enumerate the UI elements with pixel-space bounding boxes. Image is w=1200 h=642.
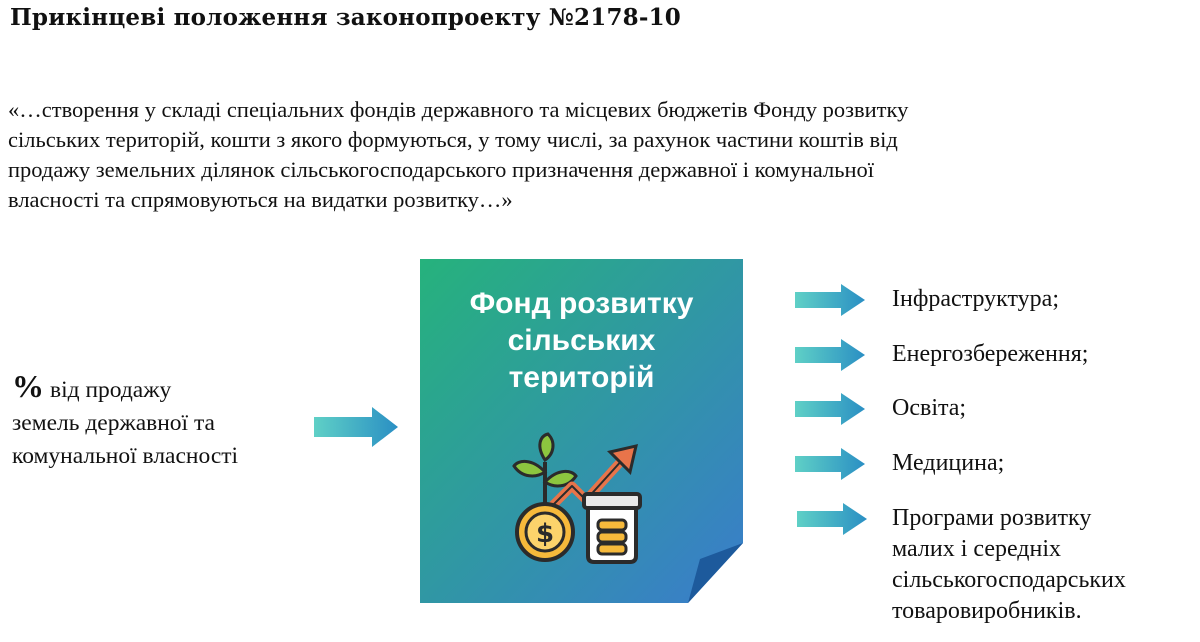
funding-source	[12, 370, 238, 473]
svg-text:$: $	[535, 519, 555, 549]
percent-symbol: %	[12, 368, 44, 404]
fund-title-line: сільських	[507, 324, 656, 357]
quote-line: власності та спрямовуються на видатки розвитку…»	[8, 187, 513, 212]
use-item-energy-saving: Енергозбереження;	[892, 341, 1089, 367]
use-item-programs-line: малих і середніх	[892, 536, 1062, 562]
use-arrow-icon	[795, 338, 867, 372]
quote-line: сільських територій, кошти з якого формуються, у тому числі, за рахунок частини коштів від	[8, 127, 898, 152]
use-item-education: Освіта;	[892, 395, 967, 421]
source-line: комунальної власності	[12, 443, 239, 469]
source-line: земель державної та	[12, 410, 215, 436]
fund-title-line: Фонд розвитку	[469, 287, 694, 320]
use-item-medicine: Медицина;	[892, 450, 1005, 476]
page-title: Прикінцеві положення законопроекту №2178-10	[10, 4, 682, 31]
fund-title-line: територій	[508, 361, 655, 394]
use-item-programs-line: сільськогосподарських	[892, 567, 1126, 593]
plant-coin-jar-growth-icon	[512, 432, 647, 567]
law-quote	[8, 95, 1088, 215]
fund-title	[420, 285, 743, 396]
quote-line: «…створення у складі спеціальних фондів державного та місцевих бюджетів Фонду розвитку	[8, 97, 909, 122]
use-item-programs-line: товаровиробників.	[892, 598, 1082, 624]
quote-line: продажу земельних ділянок сільськогосподарського призначення державної і комунальної	[8, 157, 874, 182]
source-line	[12, 370, 238, 407]
use-arrow-icon	[797, 502, 869, 536]
use-item-infrastructure: Інфраструктура;	[892, 286, 1059, 312]
use-item-programs-line: Програми розвитку	[892, 505, 1092, 531]
use-arrow-icon	[795, 283, 867, 317]
use-arrow-icon	[795, 392, 867, 426]
source-text: від продажу	[50, 377, 172, 403]
use-arrow-icon	[795, 447, 867, 481]
source-to-fund-arrow-icon	[314, 405, 400, 449]
